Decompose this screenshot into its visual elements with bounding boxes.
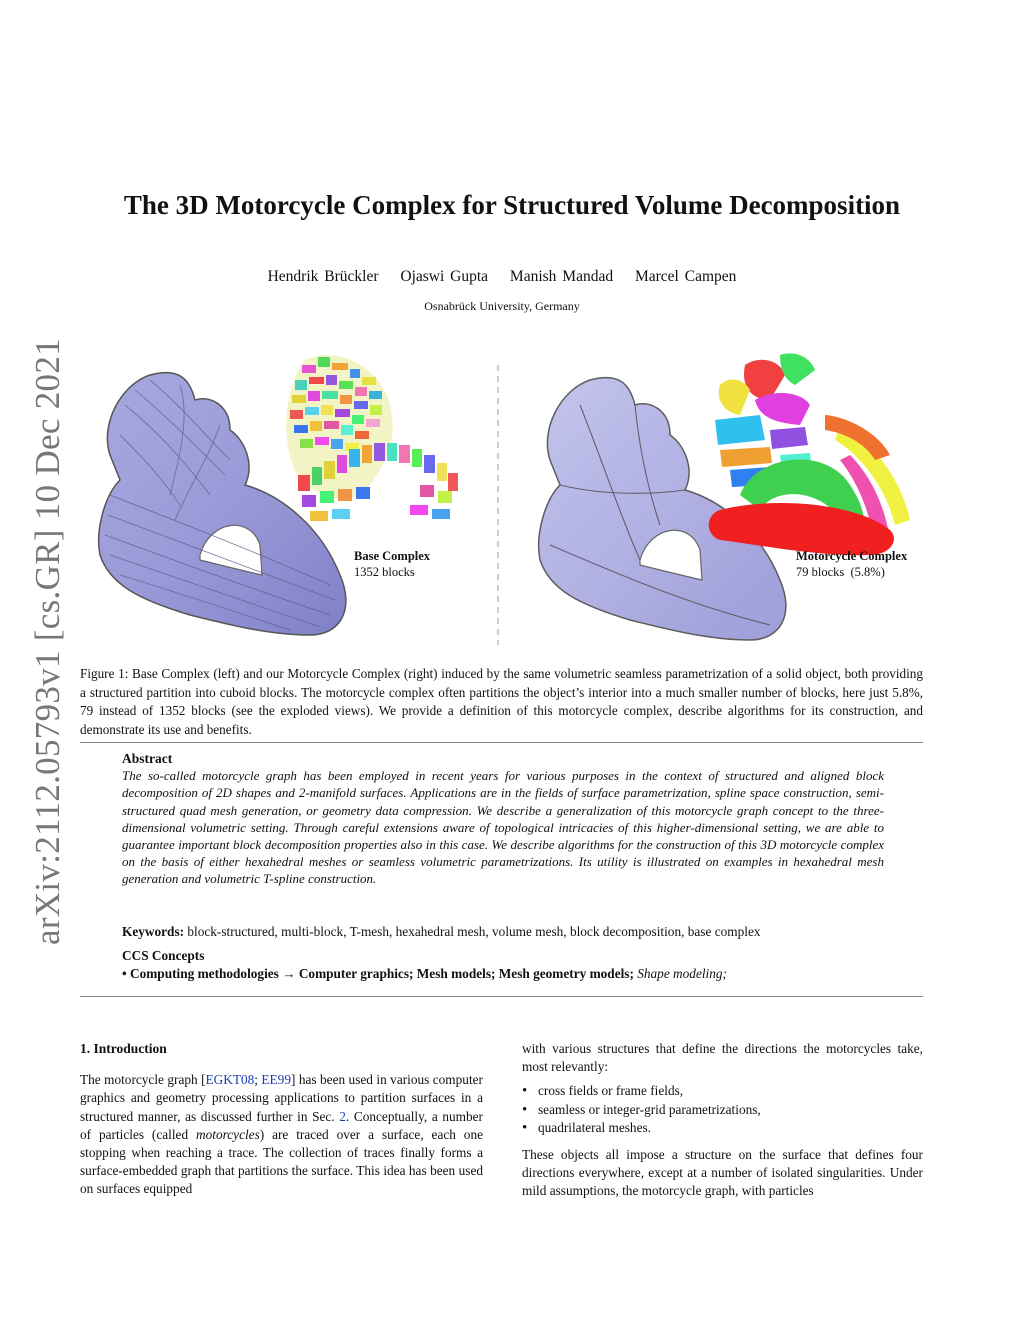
author-name: Hendrik Brückler	[267, 268, 379, 285]
ccs-part-3: Shape modeling;	[637, 966, 727, 981]
section-link[interactable]: 2	[339, 1108, 346, 1124]
abstract-heading: Abstract	[122, 751, 173, 766]
author-name: Ojaswi Gupta	[400, 268, 489, 285]
right-column	[522, 1040, 923, 1201]
affiliation: Osnabrück University, Germany	[424, 299, 580, 313]
section-rule-bottom	[80, 996, 923, 997]
arxiv-stamp: arXiv:2112.05793v1 [cs.GR] 10 Dec 2021	[28, 338, 67, 945]
structure-list	[522, 1082, 923, 1138]
list-item: • quadrilateral meshes.	[522, 1119, 923, 1138]
citation-link[interactable]: EGKT08	[205, 1072, 255, 1088]
intro-paragraph-1: The motorcycle graph [EGKT08; EE99] has been used in various computer graphics and geometry processing applications to partition surfaces in a structured manner, as discussed further in Sec. 2. Conceptually, a number of particles (called motorcycles) are traced over a surface, each one stopping when reaching a trace. The collection of traces finally forms a surface-embedded graph that partitions the surface. This idea has been used on surfaces equipped	[80, 1072, 483, 1197]
keywords-line	[122, 924, 892, 940]
figure-illustration	[80, 345, 925, 650]
intro-heading: 1. Introduction	[80, 1041, 167, 1056]
intro-paragraph-3: These objects all impose a structure on the surface that defines four directions everywhere, except at a number of isolated singularities. Under mild assumptions, the motorcycle graph, with particles	[522, 1146, 923, 1199]
motorcycle-complex-label-count: 79 blocks (5.8%)	[796, 565, 885, 579]
teaser-figure	[80, 345, 925, 650]
citation-link[interactable]: EE99	[261, 1072, 291, 1088]
author-list	[0, 268, 1004, 286]
figure-caption: Figure 1: Base Complex (left) and our Motorcycle Complex (right) induced by the same volumetric seamless parametrization of a solid object, both providing a structured partition into cuboid blocks. The motorcycle complex often partitions the object’s interior into a much smaller number of blocks, here just 5.8%, 79 instead of 1352 blocks (see the exploded views). We provide a definition of this motorcycle complex, describe algorithms for its construction, and demonstrate its use and benefits.	[80, 666, 923, 737]
abstract-text: The so-called motorcycle graph has been employed in recent years for various purposes in the context of structured and aligned block decomposition of 2D shapes and 2-manifold surfaces. Applications are in the fields of surface parametrization, spline space construction, semi-structured quad mesh generation, or geometry data compression. We describe a generalization of this motorcycle graph concept to the three-dimensional volumetric setting. Through careful extensions aware of topological intricacies of this higher-dimensional setting, we are able to guarantee important block decomposition properties also in this case. We describe algorithms for the construction of this 3D motorcycle complex on the basis of either hexahedral meshes or seamless volumetric parametrizations. Its utility is illustrated on examples in hexahedral mesh generation and volumetric T-spline construction.	[122, 768, 884, 887]
keywords-label: Keywords:	[122, 924, 185, 939]
base-complex-exploded-view	[286, 355, 458, 521]
ccs-heading: CCS Concepts	[122, 948, 205, 963]
base-complex-label-count: 1352 blocks	[354, 565, 415, 579]
keywords-text: block-structured, multi-block, T-mesh, hexahedral mesh, volume mesh, block decomposition, base complex	[187, 924, 761, 939]
ccs-concepts	[122, 947, 892, 983]
ccs-bullet: •	[122, 966, 127, 981]
motorcycle-complex-exploded-view	[709, 353, 910, 555]
ccs-part-2: Computer graphics; Mesh models; Mesh geometry models;	[298, 966, 634, 981]
ccs-arrow: →	[282, 966, 296, 981]
intro-paragraph-2: with various structures that define the directions the motorcycles take, most relevantly:	[522, 1041, 923, 1075]
list-item: • seamless or integer-grid parametrizations,	[522, 1101, 923, 1120]
section-rule-top	[80, 742, 923, 743]
list-item: • cross fields or frame fields,	[522, 1082, 923, 1101]
motorcycle-complex-label-title: Motorcycle Complex	[796, 549, 908, 563]
ccs-line	[122, 965, 892, 983]
left-column	[80, 1040, 483, 1199]
base-complex-label-title: Base Complex	[354, 549, 431, 563]
paper-title: The 3D Motorcycle Complex for Structured Volume Decomposition	[123, 190, 901, 220]
abstract-block	[122, 750, 884, 888]
author-name: Manish Mandad	[509, 268, 614, 285]
author-name: Marcel Campen	[634, 268, 737, 285]
ccs-part-1: Computing methodologies	[129, 966, 279, 981]
